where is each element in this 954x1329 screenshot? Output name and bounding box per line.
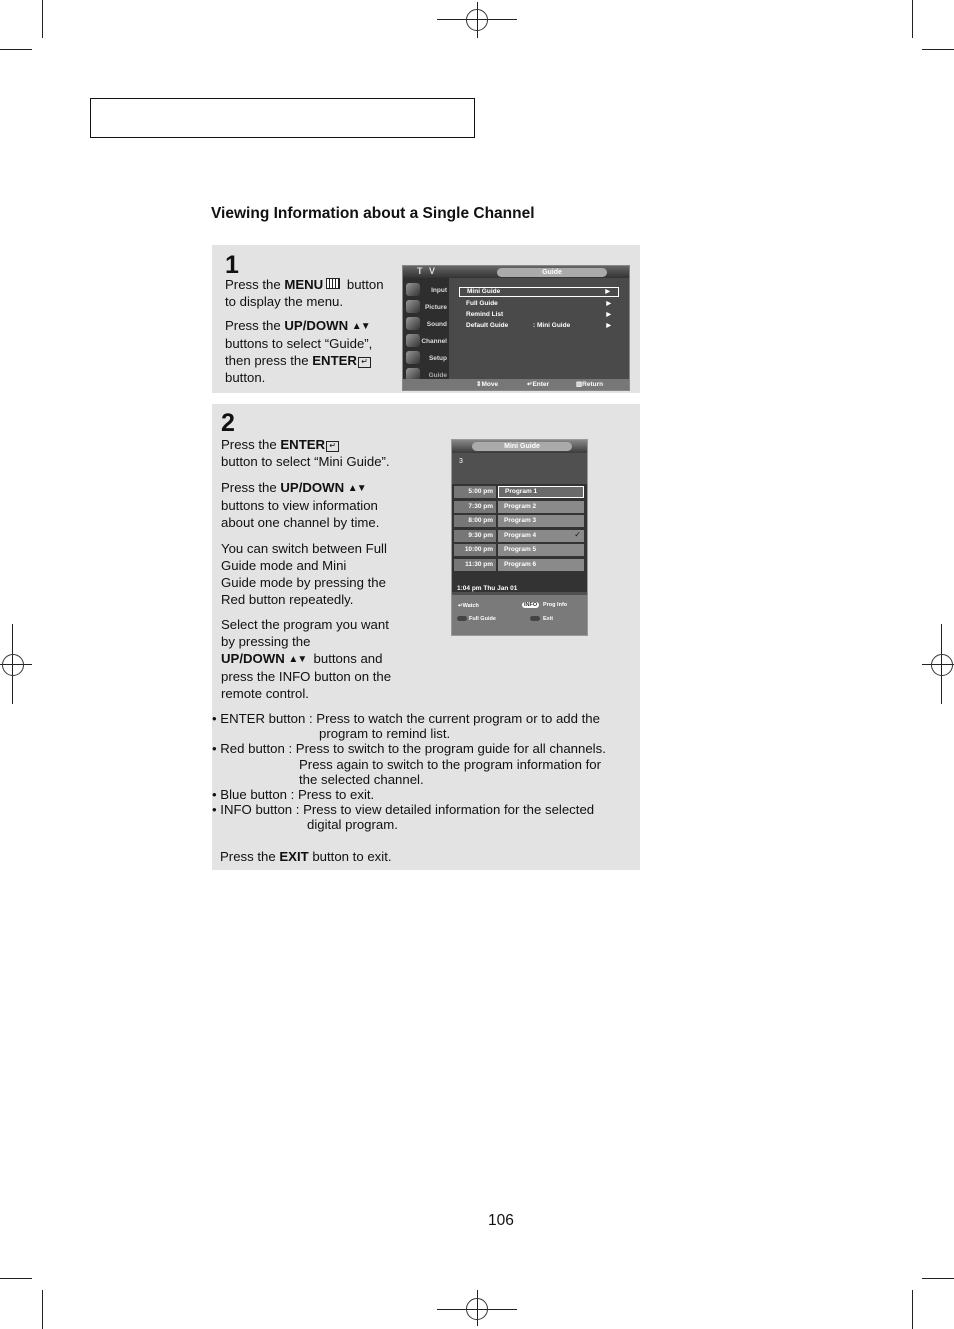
- step-number: 2: [221, 409, 235, 437]
- menu-item-full-guide[interactable]: Full Guide ▶: [466, 300, 611, 307]
- crop-mark: [922, 1278, 954, 1279]
- watch-hint: ↵ Watch: [458, 603, 479, 609]
- note-info-cont: digital program.: [307, 817, 398, 833]
- picture-icon: [406, 300, 420, 313]
- menu-footer: [403, 379, 629, 390]
- note-red-cont: Press again to switch to the program information for: [299, 756, 601, 772]
- program-row[interactable]: 11:30 pm Program 6: [454, 559, 584, 571]
- tv-label: T V: [417, 266, 438, 276]
- note-enter: • ENTER button : Press to watch the current program or to add the: [212, 711, 600, 726]
- crop-mark: [42, 1290, 43, 1329]
- program-row[interactable]: 9:30 pm Program 4 ✓: [454, 530, 584, 542]
- program-row[interactable]: 10:00 pm Program 5: [454, 544, 584, 556]
- crop-mark: [912, 0, 913, 38]
- step-2-text: Press the ENTER ↵ button to select “Mini Guide”. Press the UP/DOWN ▲▼ buttons to view information about one channel by time. You can switch between Full Guide mode and Mini Guide mode by pressing the Red button repeatedly. Select the program you want by pressing the UP/DOWN ▲▼ buttons and press the INFO button on the remote control.: [221, 437, 392, 701]
- enter-hint: ↵ Enter: [527, 381, 550, 388]
- checkmark-icon: ✓: [574, 530, 581, 539]
- prog-info-hint: Prog Info: [543, 602, 568, 608]
- note-enter-cont: program to remind list.: [319, 726, 451, 742]
- info-badge: INFO: [524, 602, 538, 608]
- clock: 1:04 pm Thu Jan 01: [457, 585, 518, 592]
- menu-item-mini-guide[interactable]: Mini Guide ▶: [459, 287, 619, 297]
- red-button-icon: [457, 616, 467, 621]
- page-number: 106: [488, 1212, 514, 1229]
- arrow-right-icon: ▶: [605, 289, 610, 295]
- up-down-arrows-icon: ▲▼: [347, 483, 366, 494]
- arrow-right-icon: ▶: [606, 323, 611, 329]
- mini-guide-footer: [452, 595, 587, 635]
- exit-hint: Exit: [543, 616, 554, 622]
- up-down-arrows-icon: ▲▼: [351, 321, 370, 332]
- crop-mark: [922, 49, 954, 50]
- sidebar-item-channel[interactable]: Channel: [405, 333, 449, 349]
- program-row[interactable]: 5:00 pm Program 1: [454, 486, 584, 498]
- sidebar-item-sound[interactable]: Sound: [405, 316, 449, 332]
- crop-mark: [0, 49, 32, 50]
- registration-mark: [931, 654, 953, 676]
- up-down-arrows-icon: ▲▼: [288, 654, 307, 665]
- menu-sidebar: [403, 278, 449, 381]
- arrow-right-icon: ▶: [606, 301, 611, 307]
- sidebar-item-input[interactable]: Input: [405, 282, 449, 298]
- arrow-right-icon: ▶: [606, 312, 611, 318]
- sound-icon: [406, 317, 420, 330]
- input-icon: [406, 283, 420, 296]
- crop-mark: [42, 0, 43, 38]
- step-1-text: Press the MENU button to display the menu. Press the UP/DOWN ▲▼ buttons to select “Guide”, then press the ENTER ↵ button.: [225, 277, 384, 385]
- move-hint: ⇕ Move: [476, 381, 499, 388]
- tv-menu-screen: [402, 265, 630, 391]
- channel-icon: [406, 334, 420, 347]
- menu-item-default-guide[interactable]: Default Guide : Mini Guide ▶: [466, 322, 611, 329]
- button-notes: [212, 711, 606, 864]
- exit-instruction: Press the EXIT button to exit.: [220, 848, 392, 864]
- note-red: • Red button : Press to switch to the program guide for all channels.: [212, 741, 606, 757]
- registration-mark: [466, 1298, 488, 1320]
- section-title: Viewing Information about a Single Channel: [211, 205, 535, 222]
- sidebar-item-guide[interactable]: Guide: [405, 367, 449, 383]
- crop-mark: [912, 1290, 913, 1329]
- menu-icon: [326, 278, 340, 289]
- program-row[interactable]: 7:30 pm Program 2: [454, 501, 584, 513]
- program-grid: [452, 484, 587, 592]
- registration-mark: [466, 9, 488, 31]
- setup-icon: [406, 351, 420, 364]
- channel-number: 3: [459, 458, 463, 465]
- note-info: • INFO button : Press to view detailed information for the selected: [212, 802, 595, 818]
- registration-mark: [2, 654, 24, 676]
- header-box: [90, 98, 475, 138]
- return-hint: ▥ Return: [576, 381, 604, 388]
- menu-header: Guide: [497, 268, 607, 277]
- crop-mark: [0, 1278, 32, 1279]
- mini-guide-title: Mini Guide: [472, 442, 572, 451]
- program-row[interactable]: 8:00 pm Program 3: [454, 515, 584, 527]
- sidebar-item-picture[interactable]: Picture: [405, 299, 449, 315]
- mini-guide-screen: [451, 439, 588, 636]
- menu-item-remind-list[interactable]: Remind List ▶: [466, 311, 611, 318]
- step-number: 1: [225, 251, 239, 279]
- note-red-cont: the selected channel.: [299, 771, 424, 787]
- enter-icon: ↵: [358, 357, 371, 368]
- enter-icon: ↵: [326, 441, 339, 452]
- sidebar-item-setup[interactable]: Setup: [405, 350, 449, 366]
- full-guide-hint: Full Guide: [469, 616, 496, 622]
- note-blue: • Blue button : Press to exit.: [212, 787, 375, 803]
- blue-button-icon: [530, 616, 540, 621]
